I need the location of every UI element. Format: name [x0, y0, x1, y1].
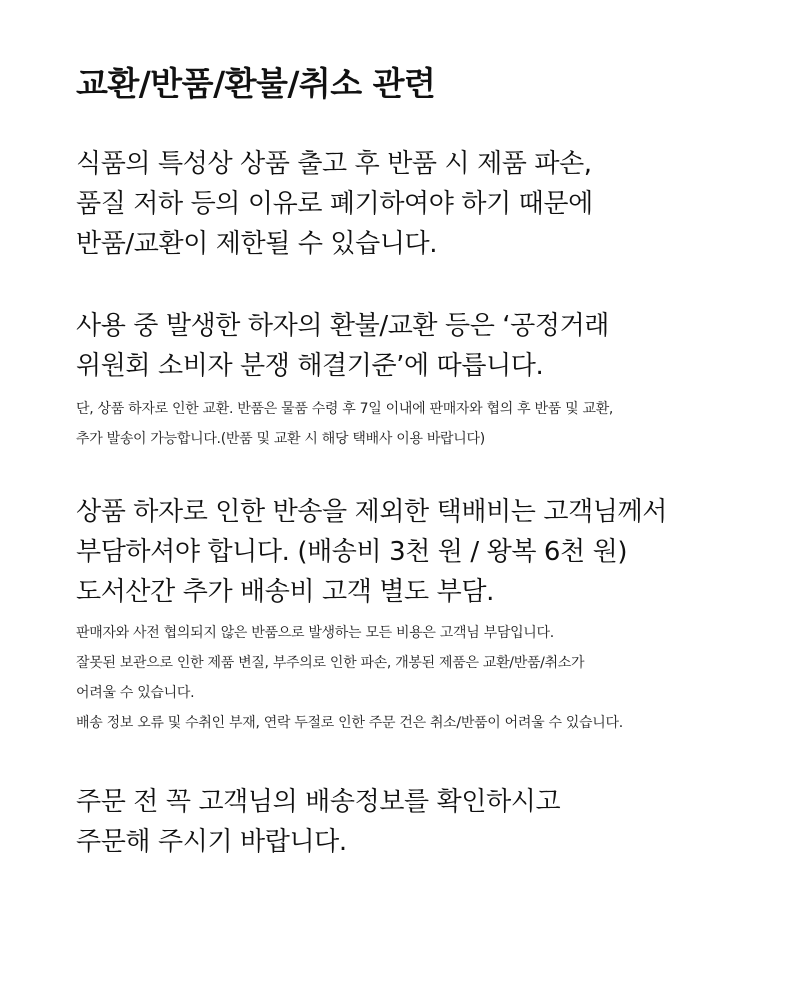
notes-block: [76, 394, 776, 454]
product-nature-section: [76, 144, 776, 264]
order-confirm-section: [76, 782, 776, 862]
note-line: 어려울 수 있습니다.: [76, 685, 195, 701]
paragraph-line: 품질 저하 등의 이유로 폐기하여야 하기 때문에: [76, 189, 593, 219]
page-title: 교환/반품/환불/취소 관련: [76, 64, 436, 103]
note-line: 잘못된 보관으로 인한 제품 변질, 부주의로 인한 파손, 개봉된 제품은 교환/반품/취소가: [76, 655, 585, 671]
shipping-cost-section: [76, 492, 776, 738]
paragraph-line: 상품 하자로 인한 반송을 제외한 택배비는 고객님께서: [76, 497, 667, 527]
paragraph-line: 주문 전 꼭 고객님의 배송정보를 확인하시고: [76, 787, 561, 817]
note-line: 판매자와 사전 협의되지 않은 반품으로 발생하는 모든 비용은 고객님 부담입니다.: [76, 625, 554, 641]
notes-block: [76, 618, 776, 738]
note-line: 추가 발송이 가능합니다.(반품 및 교환 시 해당 택배사 이용 바랍니다): [76, 431, 485, 447]
paragraph-line: 식품의 특성상 상품 출고 후 반품 시 제품 파손,: [76, 149, 592, 179]
paragraph-line: 위원회 소비자 분쟁 해결기준’에 따릅니다.: [76, 351, 544, 381]
paragraph-line: 사용 중 발생한 하자의 환불/교환 등은 ‘공정거래: [76, 311, 610, 341]
note-line: 단, 상품 하자로 인한 교환. 반품은 물품 수령 후 7일 이내에 판매자와 협의 후 반품 및 교환,: [76, 401, 614, 417]
paragraph-line: 주문해 주시기 바랍니다.: [76, 827, 347, 857]
paragraph-line: 부담하셔야 합니다. (배송비 3천 원 / 왕복 6천 원): [76, 537, 628, 567]
note-line: 배송 정보 오류 및 수취인 부재, 연락 두절로 인한 주문 건은 취소/반품이 어려울 수 있습니다.: [76, 715, 623, 731]
paragraph-line: 반품/교환이 제한될 수 있습니다.: [76, 229, 438, 259]
paragraph-line: 도서산간 추가 배송비 고객 별도 부담.: [76, 577, 494, 607]
defect-refund-section: [76, 306, 776, 454]
